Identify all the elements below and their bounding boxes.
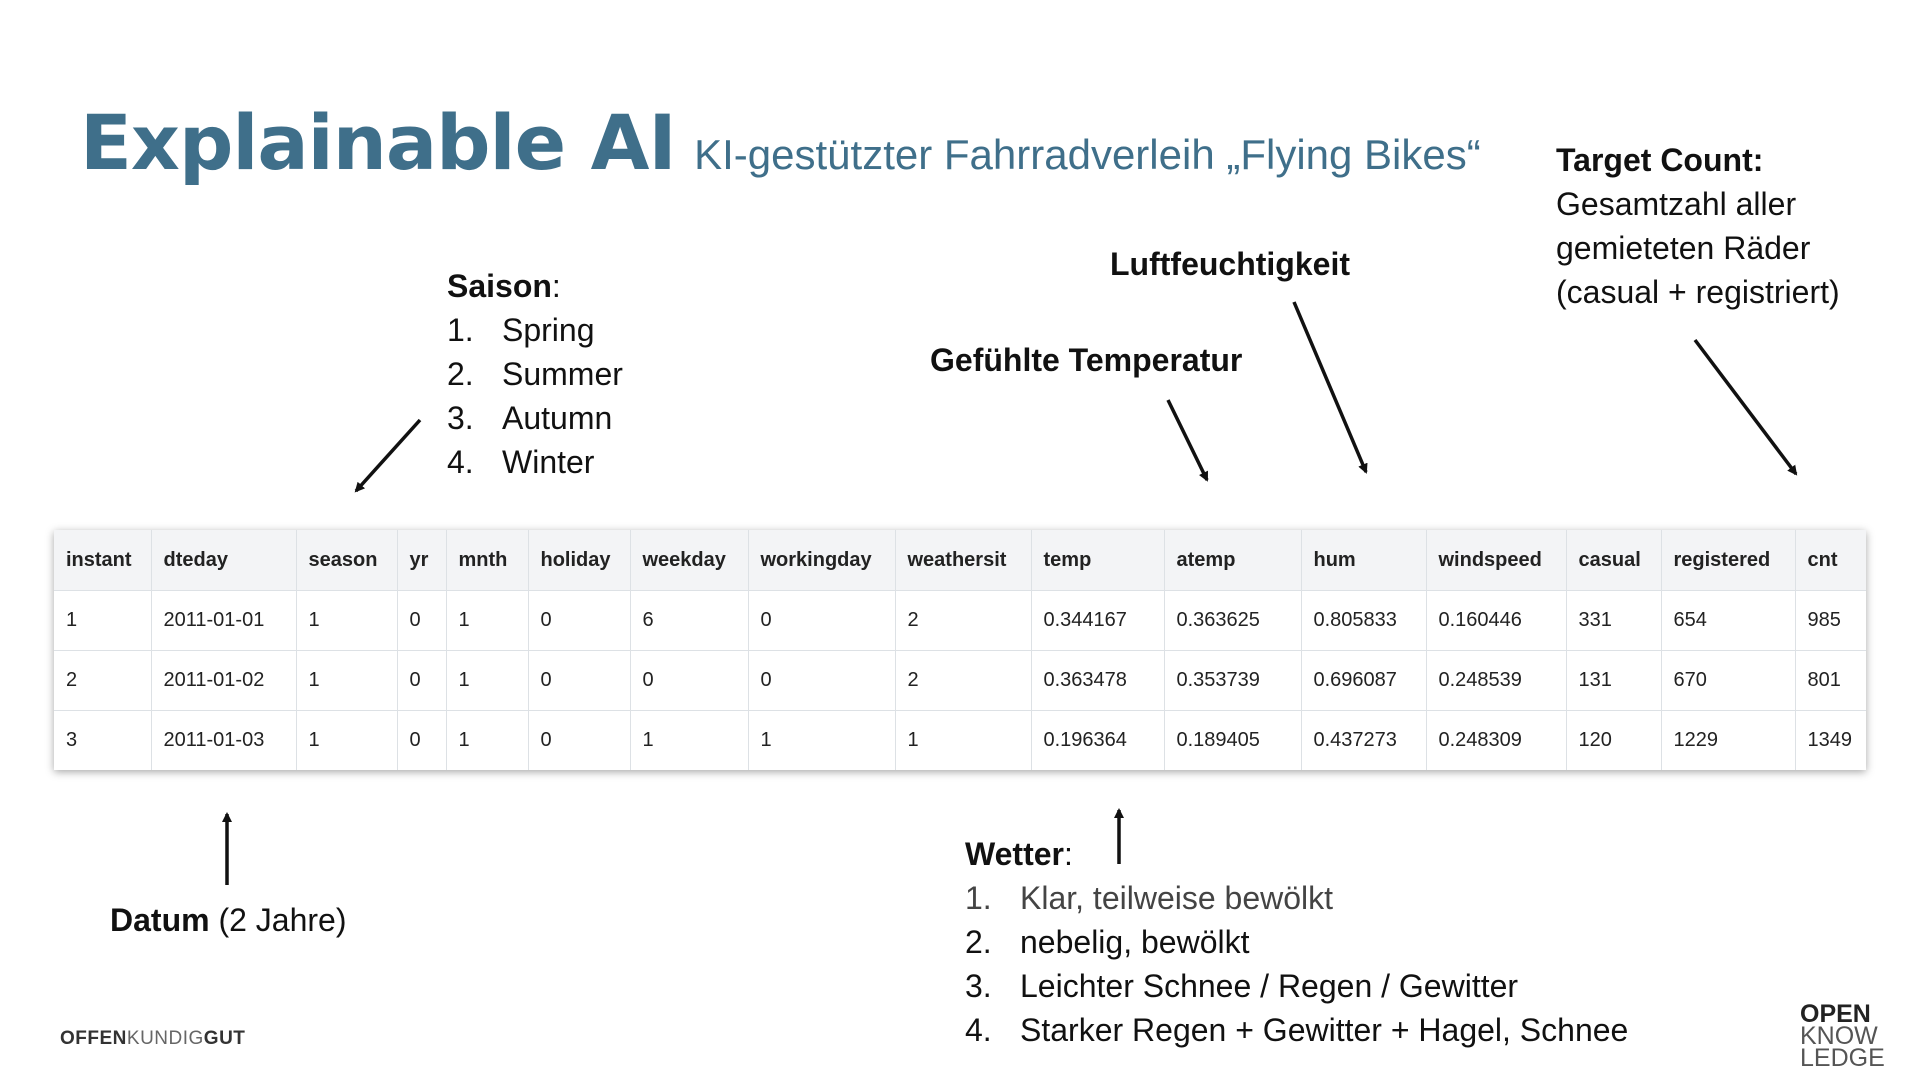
table-cell: 0.437273 — [1301, 711, 1426, 771]
column-header: casual — [1566, 530, 1661, 591]
table-cell: 0 — [397, 711, 446, 771]
table-cell: 331 — [1566, 591, 1661, 651]
table-cell: 1 — [296, 591, 397, 651]
table-cell: 1 — [446, 591, 528, 651]
weather-item: 4. Starker Regen + Gewitter + Hagel, Schnee — [965, 1012, 1629, 1048]
season-heading: Saison: — [447, 268, 561, 304]
target-line: Gesamtzahl aller — [1556, 186, 1797, 222]
column-header: weathersit — [895, 530, 1031, 591]
table-cell: 0 — [630, 651, 748, 711]
table-cell: 0.363625 — [1164, 591, 1301, 651]
column-header: mnth — [446, 530, 528, 591]
table-cell: 2 — [895, 591, 1031, 651]
table-cell: 0.248309 — [1426, 711, 1566, 771]
atemp-arrow — [1168, 400, 1207, 480]
season-item: 4. Winter — [447, 444, 595, 480]
table-cell: 0.363478 — [1031, 651, 1164, 711]
table-cell: 2 — [54, 651, 151, 711]
table-cell: 985 — [1795, 591, 1866, 651]
table-cell: 1 — [296, 651, 397, 711]
season-item: 1. Spring — [447, 312, 595, 348]
table-cell: 1 — [446, 651, 528, 711]
table-cell: 0.160446 — [1426, 591, 1566, 651]
season-arrow — [356, 420, 420, 491]
table-cell: 0 — [748, 651, 895, 711]
table-cell: 654 — [1661, 591, 1795, 651]
table-cell: 801 — [1795, 651, 1866, 711]
table-cell: 0 — [397, 591, 446, 651]
table-cell: 0 — [397, 651, 446, 711]
offenkundiggut-logo: OFFENKUNDIGGUT — [60, 1028, 246, 1049]
column-header: season — [296, 530, 397, 591]
table-cell: 1229 — [1661, 711, 1795, 771]
season-item: 3. Autumn — [447, 400, 613, 436]
column-header: atemp — [1164, 530, 1301, 591]
weather-item: 2. nebelig, bewölkt — [965, 924, 1250, 960]
target-line: gemieteten Räder — [1556, 230, 1811, 266]
column-header: hum — [1301, 530, 1426, 591]
date-heading: Datum — [110, 902, 210, 938]
humidity-arrow — [1294, 302, 1366, 472]
title-main: Explainable AI — [80, 98, 676, 187]
column-header: workingday — [748, 530, 895, 591]
weather-item: 1. Klar, teilweise bewölkt — [965, 880, 1334, 916]
table-cell: 1 — [895, 711, 1031, 771]
table-cell: 1 — [446, 711, 528, 771]
table-cell: 1349 — [1807, 729, 1852, 751]
table-cell: 0 — [748, 591, 895, 651]
table-cell: 0.344167 — [1031, 591, 1164, 651]
table-cell: 0.805833 — [1301, 591, 1426, 651]
column-header: temp — [1031, 530, 1164, 591]
column-header: windspeed — [1426, 530, 1566, 591]
table-cell: 0.189405 — [1164, 711, 1301, 771]
column-header: instant — [54, 530, 151, 591]
table-cell: 3 — [54, 711, 151, 771]
table-cell: 1 — [630, 711, 748, 771]
table-cell: 2 — [895, 651, 1031, 711]
table-cell: 1 — [296, 711, 397, 771]
date-detail: (2 Jahre) — [209, 902, 347, 938]
table-cell: 0.196364 — [1031, 711, 1164, 771]
weather-item: 3. Leichter Schnee / Regen / Gewitter — [965, 968, 1519, 1004]
table-cell: 1 — [54, 591, 151, 651]
atemp-heading: Gefühlte Temperatur — [930, 342, 1243, 378]
table-cell: 2011-01-02 — [151, 651, 296, 711]
table-cell: 0 — [528, 711, 630, 771]
column-header: yr — [397, 530, 446, 591]
weather-heading: Wetter: — [965, 836, 1073, 872]
table-cell: 2011-01-01 — [151, 591, 296, 651]
table-cell: 6 — [630, 591, 748, 651]
column-header: dteday — [151, 530, 296, 591]
table-cell: 670 — [1661, 651, 1795, 711]
table-cell: 0 — [528, 651, 630, 711]
table-cell: 1 — [748, 711, 895, 771]
table-cell: 131 — [1566, 651, 1661, 711]
column-header: weekday — [630, 530, 748, 591]
column-header: registered — [1661, 530, 1795, 591]
table-cell: 0.696087 — [1301, 651, 1426, 711]
open-knowledge-logo: OPEN KNOW LEDGE — [1800, 1000, 1885, 1072]
table-cell: 0.248539 — [1426, 651, 1566, 711]
table-cell: 0 — [528, 591, 630, 651]
column-header: cnt — [1795, 530, 1866, 591]
target-arrow — [1695, 340, 1796, 474]
table-cell: 2011-01-03 — [151, 711, 296, 771]
target-line: (casual + registriert) — [1556, 274, 1840, 310]
title-subtitle: KI-gestützter Fahrradverleih „Flying Bikes“ — [694, 131, 1481, 178]
humidity-heading: Luftfeuchtigkeit — [1110, 246, 1350, 282]
table-cell: 120 — [1566, 711, 1661, 771]
table-cell: 0.353739 — [1164, 651, 1301, 711]
column-header: holiday — [528, 530, 630, 591]
season-item: 2. Summer — [447, 356, 623, 392]
target-heading: Target Count: — [1556, 142, 1764, 178]
